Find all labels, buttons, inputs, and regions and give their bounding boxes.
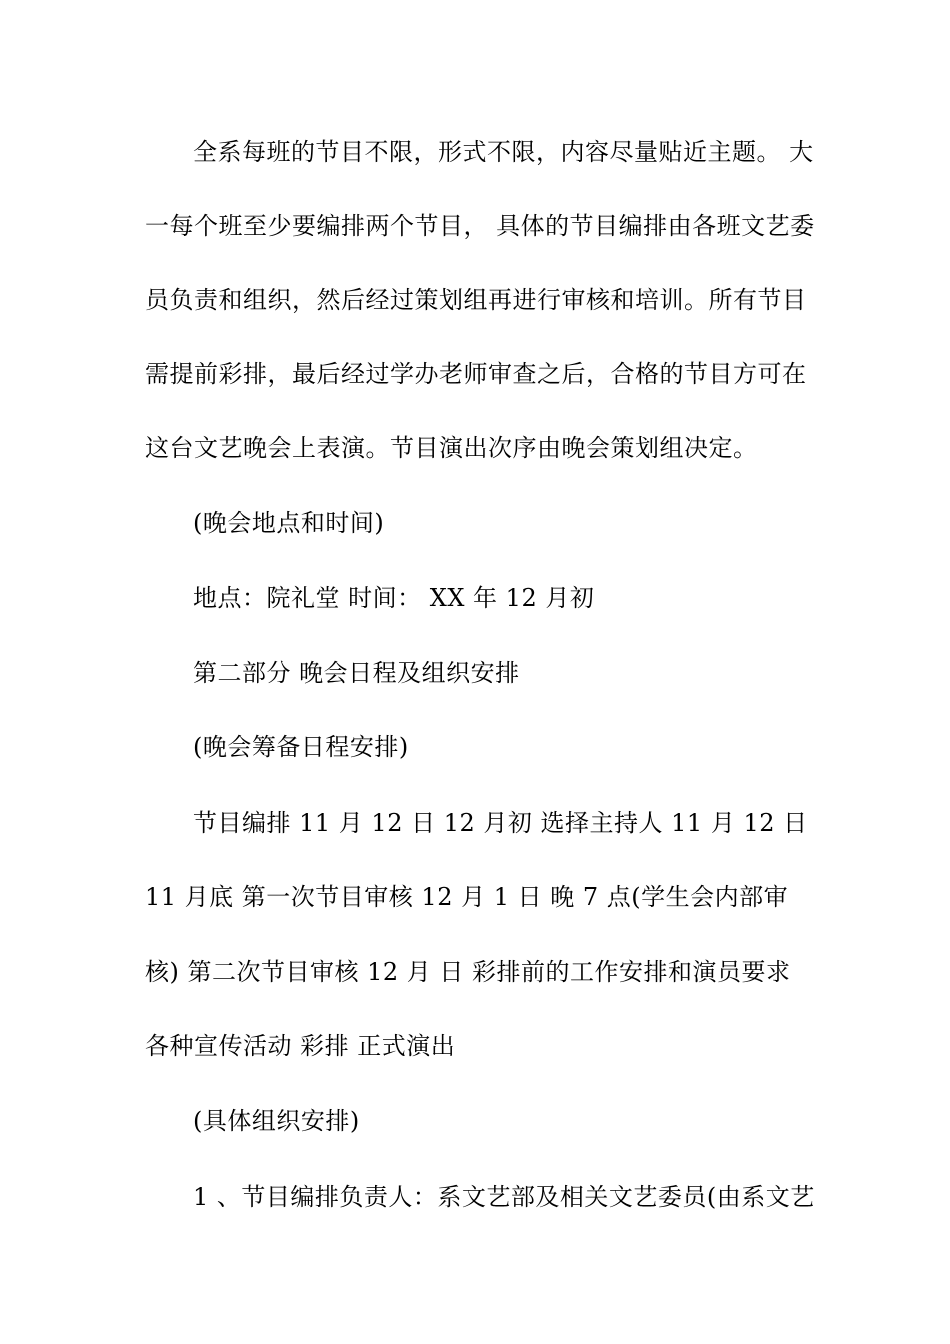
paragraph-line: 地点：院礼堂 时间： XX 年 12 月初 xyxy=(193,584,595,612)
paragraph-line: 11 月底 第一次节目审核 12 月 1 日 晚 7 点(学生会内部审 xyxy=(145,883,789,911)
paragraph-line: 节目编排 11 月 12 日 12 月初 选择主持人 11 月 12 日 xyxy=(193,809,808,837)
paragraph-line: 这台文艺晚会上表演。节目演出次序由晚会策划组决定。 xyxy=(145,434,758,462)
section-heading: 第二部分 晚会日程及组织安排 xyxy=(193,659,520,687)
paragraph-line: 全系每班的节目不限，形式不限，内容尽量贴近主题。 大 xyxy=(193,138,814,166)
paragraph-line: 需提前彩排，最后经过学办老师审查之后，合格的节目方可在 xyxy=(145,360,807,388)
paragraph-line: 员负责和组织，然后经过策划组再进行审核和培训。所有节目 xyxy=(145,286,807,314)
section-heading: (具体组织安排) xyxy=(193,1107,360,1135)
paragraph-line: 核) 第二次节目审核 12 月 日 彩排前的工作安排和演员要求 xyxy=(145,958,791,986)
paragraph-line: 一每个班至少要编排两个节目， 具体的节目编排由各班文艺委 xyxy=(145,212,815,240)
section-heading: (晚会地点和时间) xyxy=(193,509,385,537)
paragraph-line: 1 、节目编排负责人：系文艺部及相关文艺委员(由系文艺 xyxy=(193,1183,815,1211)
section-heading: (晚会筹备日程安排) xyxy=(193,733,409,761)
paragraph-line: 各种宣传活动 彩排 正式演出 xyxy=(145,1032,456,1060)
